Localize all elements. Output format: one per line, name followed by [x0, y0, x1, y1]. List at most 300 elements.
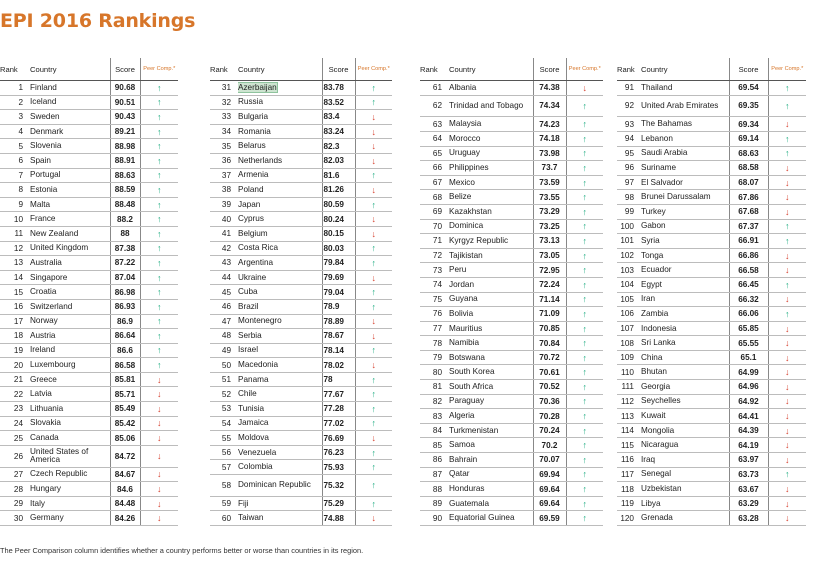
rank-cell: 17	[0, 314, 30, 329]
country-cell	[30, 270, 110, 285]
table-row	[420, 438, 603, 453]
table-row	[210, 314, 392, 329]
up-arrow-icon: ↑	[582, 425, 587, 436]
score-cell: 87.04	[110, 270, 140, 285]
country-name: Saudi Arabia	[641, 148, 688, 158]
up-arrow-icon: ↑	[371, 403, 376, 414]
up-arrow-icon: ↑	[157, 228, 162, 239]
table-row	[617, 175, 806, 190]
score-cell: 68.58	[729, 161, 768, 176]
score-cell: 66.32	[729, 292, 768, 307]
country-name: Czech Republic	[30, 469, 88, 479]
country-cell	[238, 110, 322, 125]
table-row	[617, 423, 806, 438]
table-row	[617, 336, 806, 351]
rank-cell: 55	[210, 431, 238, 446]
country-cell	[238, 124, 322, 139]
table-row	[420, 394, 603, 409]
rank-cell: 45	[210, 285, 238, 300]
score-cell: 89.21	[110, 124, 140, 139]
table-row	[210, 153, 392, 168]
rank-cell: 116	[617, 453, 641, 468]
country-cell	[238, 212, 322, 227]
peer-cell	[768, 453, 806, 468]
table-header-row	[617, 58, 806, 81]
rank-cell: 83	[420, 409, 449, 424]
peer-cell	[355, 183, 392, 198]
country-name: Peru	[449, 265, 467, 275]
country-name: Philippines	[449, 162, 489, 172]
country-name: Bolivia	[449, 308, 474, 318]
score-cell: 83.52	[322, 95, 355, 110]
score-cell: 79.84	[322, 256, 355, 271]
country-cell	[30, 329, 110, 344]
country-name: United States of America	[30, 447, 89, 465]
score-cell: 70.72	[533, 350, 566, 365]
score-cell: 80.15	[322, 226, 355, 241]
score-cell: 69.35	[729, 95, 768, 117]
country-cell	[449, 117, 533, 132]
table-row	[420, 496, 603, 511]
table-row	[210, 270, 392, 285]
country-name: Mauritius	[449, 323, 483, 333]
table-row	[617, 365, 806, 380]
country-name: Costa Rica	[238, 243, 279, 253]
score-cell: 69.59	[533, 511, 566, 526]
up-arrow-icon: ↑	[371, 418, 376, 429]
table-row	[420, 263, 603, 278]
rank-cell: 68	[420, 190, 449, 205]
peer-cell	[566, 190, 603, 205]
score-cell: 66.58	[729, 263, 768, 278]
down-arrow-icon: ↓	[785, 265, 790, 276]
country-name: Suriname	[641, 162, 677, 172]
score-cell: 70.85	[533, 321, 566, 336]
rank-cell: 11	[0, 226, 30, 241]
rank-cell: 26	[0, 445, 30, 467]
peer-cell	[566, 336, 603, 351]
peer-cell	[768, 482, 806, 497]
rank-cell: 77	[420, 321, 449, 336]
country-cell	[449, 248, 533, 263]
score-cell: 85.71	[110, 387, 140, 402]
up-arrow-icon: ↑	[157, 184, 162, 195]
rank-cell: 78	[420, 336, 449, 351]
country-name: Colombia	[238, 462, 273, 472]
peer-cell	[140, 153, 178, 168]
up-arrow-icon: ↑	[157, 126, 162, 137]
rank-cell: 1	[0, 81, 30, 96]
table-row	[210, 445, 392, 460]
table-row	[0, 197, 178, 212]
peer-cell	[768, 234, 806, 249]
country-cell	[238, 372, 322, 387]
country-name: Greece	[30, 374, 57, 384]
country-cell	[30, 372, 110, 387]
down-arrow-icon: ↓	[582, 82, 587, 93]
country-name: Kyrgyz Republic	[449, 235, 509, 245]
up-arrow-icon: ↑	[371, 498, 376, 509]
country-cell	[30, 212, 110, 227]
country-name: Honduras	[449, 484, 485, 494]
score-cell: 74.18	[533, 131, 566, 146]
table-row	[0, 482, 178, 497]
header-rank: Rank	[617, 58, 641, 81]
table-row	[617, 204, 806, 219]
rank-cell: 30	[0, 511, 30, 526]
country-cell	[449, 511, 533, 526]
down-arrow-icon: ↓	[371, 141, 376, 152]
rank-cell: 38	[210, 183, 238, 198]
table-row	[617, 248, 806, 263]
score-cell: 74.88	[322, 511, 355, 526]
country-cell	[30, 226, 110, 241]
rank-cell: 72	[420, 248, 449, 263]
table-row	[210, 241, 392, 256]
rank-cell: 85	[420, 438, 449, 453]
country-cell	[449, 496, 533, 511]
table-row	[0, 124, 178, 139]
country-name: Belarus	[238, 141, 266, 151]
country-cell	[238, 329, 322, 344]
peer-cell	[566, 117, 603, 132]
country-cell	[641, 131, 729, 146]
up-arrow-icon: ↑	[157, 97, 162, 108]
down-arrow-icon: ↓	[785, 411, 790, 422]
rank-cell: 62	[420, 95, 449, 117]
rank-cell: 46	[210, 299, 238, 314]
footnote: The Peer Comparison column identifies whether a country performs better or worse than countries in its region.	[0, 546, 364, 555]
score-cell: 88.2	[110, 212, 140, 227]
country-cell	[238, 153, 322, 168]
table-row	[617, 263, 806, 278]
rank-cell: 97	[617, 175, 641, 190]
score-cell: 85.06	[110, 431, 140, 446]
country-cell	[238, 139, 322, 154]
peer-cell	[566, 234, 603, 249]
country-cell	[449, 234, 533, 249]
score-cell: 69.34	[729, 117, 768, 132]
country-name: Fiji	[238, 498, 249, 508]
country-name: Ireland	[30, 345, 56, 355]
down-arrow-icon: ↓	[371, 228, 376, 239]
country-cell	[238, 314, 322, 329]
up-arrow-icon: ↑	[157, 360, 162, 371]
rank-cell: 110	[617, 365, 641, 380]
rank-cell: 2	[0, 95, 30, 110]
country-cell	[641, 365, 729, 380]
up-arrow-icon: ↑	[785, 235, 790, 246]
table-row	[617, 190, 806, 205]
table-row	[420, 307, 603, 322]
country-name: Dominican Republic	[238, 480, 311, 490]
country-name: Nicaragua	[641, 440, 679, 450]
country-name: Paraguay	[449, 396, 485, 406]
country-cell	[641, 292, 729, 307]
rank-cell: 87	[420, 467, 449, 482]
country-name: Turkmenistan	[449, 425, 499, 435]
rank-cell: 117	[617, 467, 641, 482]
table-row	[420, 336, 603, 351]
table-row	[617, 350, 806, 365]
country-name: Sweden	[30, 111, 60, 121]
country-name: Iran	[641, 294, 656, 304]
peer-cell	[140, 226, 178, 241]
country-name: New Zealand	[30, 228, 79, 238]
up-arrow-icon: ↑	[371, 345, 376, 356]
score-cell: 71.14	[533, 292, 566, 307]
up-arrow-icon: ↑	[371, 389, 376, 400]
score-cell: 73.98	[533, 146, 566, 161]
down-arrow-icon: ↓	[371, 513, 376, 524]
table-row	[210, 183, 392, 198]
up-arrow-icon: ↑	[371, 170, 376, 181]
country-name: France	[30, 214, 56, 224]
score-cell: 78	[322, 372, 355, 387]
peer-cell	[140, 372, 178, 387]
up-arrow-icon: ↑	[157, 82, 162, 93]
rank-cell: 113	[617, 409, 641, 424]
table-row	[420, 321, 603, 336]
score-cell: 69.94	[533, 467, 566, 482]
peer-cell	[768, 409, 806, 424]
rank-cell: 14	[0, 270, 30, 285]
down-arrow-icon: ↓	[371, 126, 376, 137]
peer-cell	[140, 358, 178, 373]
country-name: Uruguay	[449, 148, 480, 158]
country-name: The Bahamas	[641, 119, 692, 129]
country-cell	[238, 460, 322, 475]
up-arrow-icon: ↑	[582, 367, 587, 378]
down-arrow-icon: ↓	[785, 323, 790, 334]
rank-cell: 64	[420, 131, 449, 146]
down-arrow-icon: ↓	[371, 272, 376, 283]
country-cell	[449, 380, 533, 395]
rank-cell: 95	[617, 146, 641, 161]
country-name: United Kingdom	[30, 243, 89, 253]
table-row	[210, 431, 392, 446]
table-row	[210, 81, 392, 96]
score-cell: 70.28	[533, 409, 566, 424]
country-name: Mexico	[449, 177, 475, 187]
rank-cell: 67	[420, 175, 449, 190]
table-row	[420, 175, 603, 190]
table-row	[420, 234, 603, 249]
score-cell: 82.3	[322, 139, 355, 154]
peer-cell	[768, 511, 806, 526]
rank-cell: 59	[210, 496, 238, 511]
up-arrow-icon: ↑	[582, 177, 587, 188]
country-name: Kuwait	[641, 411, 666, 421]
country-name: Seychelles	[641, 396, 681, 406]
peer-cell	[355, 387, 392, 402]
score-cell: 80.03	[322, 241, 355, 256]
peer-cell	[768, 380, 806, 395]
country-cell	[449, 321, 533, 336]
down-arrow-icon: ↓	[371, 155, 376, 166]
up-arrow-icon: ↑	[582, 484, 587, 495]
peer-cell	[768, 350, 806, 365]
score-cell: 75.29	[322, 496, 355, 511]
score-cell: 69.64	[533, 482, 566, 497]
table-row	[617, 81, 806, 96]
country-cell	[238, 270, 322, 285]
table-row	[210, 168, 392, 183]
score-cell: 81.26	[322, 183, 355, 198]
peer-cell	[355, 139, 392, 154]
peer-cell	[355, 299, 392, 314]
table-row	[0, 299, 178, 314]
table-row	[420, 131, 603, 146]
table-row	[617, 161, 806, 176]
country-cell	[449, 350, 533, 365]
score-cell: 64.99	[729, 365, 768, 380]
table-row	[210, 256, 392, 271]
table-row	[420, 95, 603, 117]
country-cell	[238, 402, 322, 417]
table-row	[420, 365, 603, 380]
score-cell: 87.22	[110, 256, 140, 271]
country-name: Uzbekistan	[641, 484, 682, 494]
table-row	[210, 299, 392, 314]
rank-cell: 120	[617, 511, 641, 526]
rank-cell: 73	[420, 263, 449, 278]
score-cell: 84.26	[110, 511, 140, 526]
down-arrow-icon: ↓	[785, 250, 790, 261]
rank-cell: 4	[0, 124, 30, 139]
table-row	[210, 212, 392, 227]
score-cell: 75.93	[322, 460, 355, 475]
peer-cell	[140, 256, 178, 271]
country-cell	[449, 81, 533, 96]
country-name: China	[641, 352, 663, 362]
country-name: Taiwan	[238, 513, 264, 523]
country-name: Jamaica	[238, 418, 269, 428]
header-rank: Rank	[420, 58, 449, 81]
score-cell: 80.59	[322, 197, 355, 212]
rank-cell: 112	[617, 394, 641, 409]
up-arrow-icon: ↑	[582, 294, 587, 305]
score-cell: 74.38	[533, 81, 566, 96]
rank-cell: 39	[210, 197, 238, 212]
rank-cell: 80	[420, 365, 449, 380]
score-cell: 85.42	[110, 416, 140, 431]
down-arrow-icon: ↓	[157, 374, 162, 385]
peer-cell	[566, 204, 603, 219]
table-row	[210, 139, 392, 154]
rank-cell: 35	[210, 139, 238, 154]
country-cell	[238, 475, 322, 497]
rank-cell: 51	[210, 372, 238, 387]
country-name: Lithuania	[30, 403, 64, 413]
rank-cell: 96	[617, 161, 641, 176]
country-cell	[449, 423, 533, 438]
score-cell: 85.49	[110, 402, 140, 417]
peer-cell	[566, 292, 603, 307]
peer-cell	[355, 329, 392, 344]
score-cell: 68.07	[729, 175, 768, 190]
country-name: Panama	[238, 374, 269, 384]
peer-cell	[768, 175, 806, 190]
score-cell: 83.78	[322, 81, 355, 96]
country-name: Jordan	[449, 279, 475, 289]
country-cell	[30, 124, 110, 139]
country-cell	[641, 234, 729, 249]
table-row	[0, 110, 178, 125]
table-row	[0, 226, 178, 241]
table-row	[0, 241, 178, 256]
rank-cell: 36	[210, 153, 238, 168]
peer-cell	[566, 307, 603, 322]
country-name: Tonga	[641, 250, 664, 260]
peer-cell	[566, 511, 603, 526]
country-cell	[238, 168, 322, 183]
rank-cell: 7	[0, 168, 30, 183]
country-name: Brunei Darussalam	[641, 192, 711, 202]
up-arrow-icon: ↑	[582, 513, 587, 524]
country-cell	[30, 153, 110, 168]
score-cell: 84.67	[110, 467, 140, 482]
score-cell: 63.67	[729, 482, 768, 497]
up-arrow-icon: ↑	[582, 454, 587, 465]
score-cell: 86.98	[110, 285, 140, 300]
rank-cell: 8	[0, 183, 30, 198]
rank-cell: 105	[617, 292, 641, 307]
table-row	[0, 329, 178, 344]
rank-cell: 21	[0, 372, 30, 387]
score-cell: 71.09	[533, 307, 566, 322]
rank-cell: 114	[617, 423, 641, 438]
country-name: Luxembourg	[30, 360, 76, 370]
country-name: Croatia	[30, 287, 57, 297]
country-name: Australia	[30, 257, 62, 267]
table-row	[0, 416, 178, 431]
score-cell: 77.67	[322, 387, 355, 402]
country-cell	[30, 139, 110, 154]
rank-cell: 10	[0, 212, 30, 227]
country-cell	[449, 95, 533, 117]
rank-cell: 37	[210, 168, 238, 183]
up-arrow-icon: ↑	[785, 308, 790, 319]
score-cell: 90.43	[110, 110, 140, 125]
peer-cell	[768, 248, 806, 263]
rank-cell: 118	[617, 482, 641, 497]
score-cell: 73.7	[533, 161, 566, 176]
rank-cell: 25	[0, 431, 30, 446]
score-cell: 64.41	[729, 409, 768, 424]
peer-cell	[768, 438, 806, 453]
peer-cell	[140, 329, 178, 344]
country-name: Morocco	[449, 133, 481, 143]
country-cell	[641, 204, 729, 219]
up-arrow-icon: ↑	[785, 82, 790, 93]
peer-cell	[566, 409, 603, 424]
down-arrow-icon: ↓	[371, 111, 376, 122]
rank-cell: 19	[0, 343, 30, 358]
table-row	[420, 380, 603, 395]
peer-cell	[566, 321, 603, 336]
country-cell	[449, 438, 533, 453]
country-cell	[641, 380, 729, 395]
down-arrow-icon: ↓	[785, 119, 790, 130]
peer-cell	[768, 336, 806, 351]
country-name: Ecuador	[641, 265, 672, 275]
rank-cell: 43	[210, 256, 238, 271]
score-cell: 87.38	[110, 241, 140, 256]
header-rank: Rank	[0, 58, 30, 81]
country-cell	[641, 409, 729, 424]
country-name: Libya	[641, 498, 661, 508]
